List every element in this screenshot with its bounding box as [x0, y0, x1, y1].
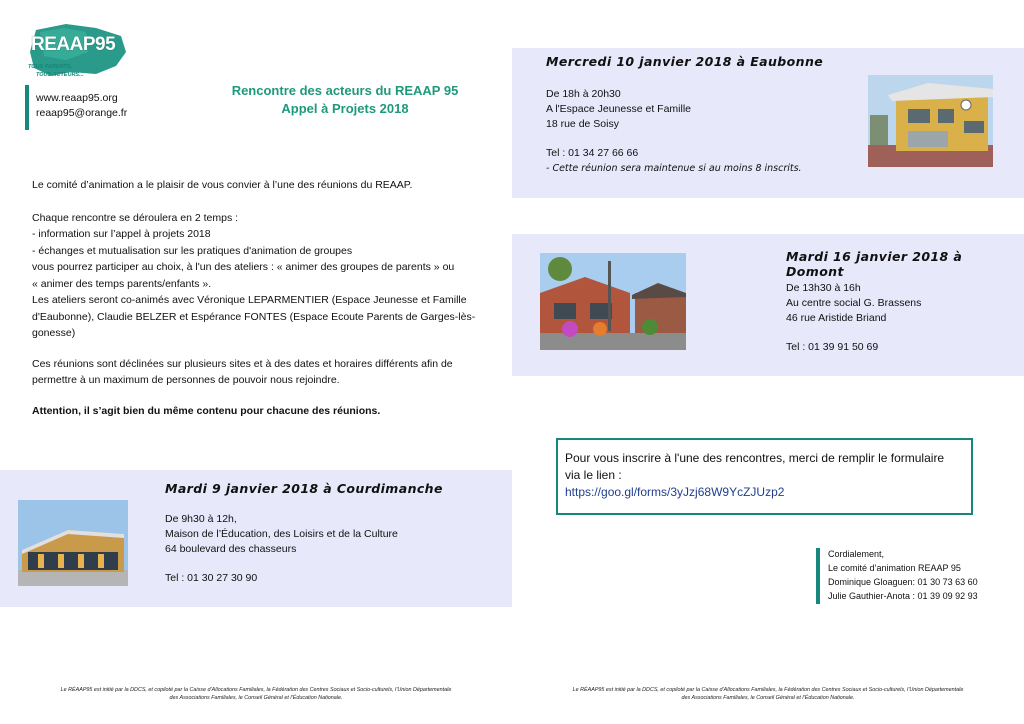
domont-details	[786, 281, 921, 355]
intro-p1: Le comité d’animation a le plaisir de vous convier à l’une des réunions du REAAP.	[32, 179, 413, 191]
eaubonne-address: 18 rue de Soisy	[546, 118, 619, 130]
eaubonne-note: - Cette réunion sera maintenue si au moins 8 inscrits.	[546, 163, 802, 174]
signup-text-1: Pour vous inscrire à l'une des rencontres, merci de remplir le formulaire	[565, 451, 945, 465]
intro-text	[32, 177, 502, 419]
signup-box	[556, 438, 973, 515]
domont-time: De 13h30 à 16h	[786, 282, 861, 294]
footer-right-line-2: des Associations Familiales, le Conseil Général et l’Éducation Nationale.	[681, 695, 855, 701]
logo-tagline-1: TOUS PARENTS,	[28, 64, 73, 70]
intro-p2: Chaque rencontre se déroulera en 2 temps :	[32, 211, 239, 224]
domont-tel: Tel : 01 39 91 50 69	[786, 341, 879, 353]
courdimanche-place: Maison de l’Éducation, des Loisirs et de la Culture	[165, 528, 398, 540]
signature-line-4: Julie Gauthier-Anota : 01 39 09 92 93	[828, 591, 978, 601]
intro-p3: - information sur l’appel à projets 2018	[32, 228, 211, 240]
footer-left-line-2: des Associations Familiales, le Conseil Général et l’Éducation Nationale.	[169, 695, 343, 701]
domont-place: Au centre social G. Brassens	[786, 297, 922, 309]
courdimanche-address: 64 boulevard des chasseurs	[165, 543, 297, 555]
eaubonne-heading: Mercredi 10 janvier 2018 à Eaubonne	[546, 54, 824, 69]
intro-p5: vous pourrez participer au choix, à l'un des ateliers : « animer des groupes de parents » ou	[32, 261, 455, 273]
footer-right-line-1: Le RÉAAP95 est initié par la DDCS, et copiloté par la Caisse d’Allocations Familiales, la Fédération des Centres Sociaux et Socio-culturels, l’Union Départementale	[572, 687, 964, 693]
courdimanche-details	[165, 512, 398, 586]
footer-right	[543, 686, 993, 702]
eaubonne-details	[546, 87, 802, 176]
intro-p10: Ces réunions sont déclinées sur plusieurs sites et à des dates et horaires différents afin de	[32, 357, 453, 370]
signature-line-3: Dominique Gloaguen: 01 30 73 63 60	[828, 577, 978, 587]
footer-left-line-1: Le RÉAAP95 est initié par la DDCS, et copiloté par la Caisse d’Allocations Familiales, la Fédération des Centres Sociaux et Socio-culturels, l’Union Départementale	[60, 687, 452, 693]
logo-name: REAAP95	[31, 34, 116, 55]
courdimanche-tel: Tel : 01 30 27 30 90	[165, 572, 258, 584]
intro-p4: - échanges et mutualisation sur les pratiques d'animation de groupes	[32, 244, 353, 257]
eaubonne-place: A l'Espace Jeunesse et Famille	[546, 103, 691, 115]
domont-building-photo	[540, 253, 686, 350]
website-link[interactable]: www.reaap95.org	[36, 92, 118, 104]
domont-address: 46 rue Aristide Briand	[786, 312, 887, 324]
signup-form-link[interactable]: https://goo.gl/forms/3yJzj68W9YcZJUzp2	[565, 485, 785, 499]
signature-line-1: Cordialement,	[828, 549, 885, 559]
email-link[interactable]: reaap95@orange.fr	[36, 107, 128, 119]
title-line-1: Rencontre des acteurs du REAAP 95	[231, 83, 459, 98]
courdimanche-heading: Mardi 9 janvier 2018 à Courdimanche	[165, 481, 443, 496]
title-line-2: Appel à Projets 2018	[281, 101, 409, 116]
intro-p7: Les ateliers seront co-animés avec Véronique LEPARMENTIER (Espace Jeunesse et Famille	[32, 294, 467, 306]
courdimanche-time: De 9h30 à 12h,	[165, 513, 237, 525]
signature	[828, 547, 978, 603]
domont-heading: Mardi 16 janvier 2018 à Domont	[786, 249, 963, 279]
courdimanche-building-photo	[18, 500, 128, 586]
signature-accent-bar	[816, 548, 820, 604]
intro-p9: gonesse)	[32, 327, 76, 339]
footer-left	[31, 686, 481, 702]
reaap95-logo	[26, 22, 131, 82]
signup-text-2: via le lien :	[565, 468, 622, 482]
intro-p6: « animer des temps parents/enfants ».	[32, 277, 212, 290]
page-title	[200, 82, 490, 118]
eaubonne-tel: Tel : 01 34 27 66 66	[546, 147, 639, 159]
intro-p11: permettre à un maximum de personnes de pouvoir nous rejoindre.	[32, 374, 340, 386]
signature-line-2: Le comité d’animation REAAP 95	[828, 563, 961, 573]
eaubonne-time: De 18h à 20h30	[546, 88, 621, 100]
contact-accent-bar	[25, 85, 29, 130]
logo-tagline-2: TOUS ACTEURS...	[36, 72, 84, 78]
intro-warning: Attention, il s’agit bien du même contenu pour chacune des réunions.	[32, 404, 381, 417]
eaubonne-building-photo	[868, 75, 993, 167]
intro-p8: d'Eaubonne), Claudie BELZER et Espérance FONTES (Espace Ecoute Parents de Garges-lès-	[32, 310, 476, 323]
